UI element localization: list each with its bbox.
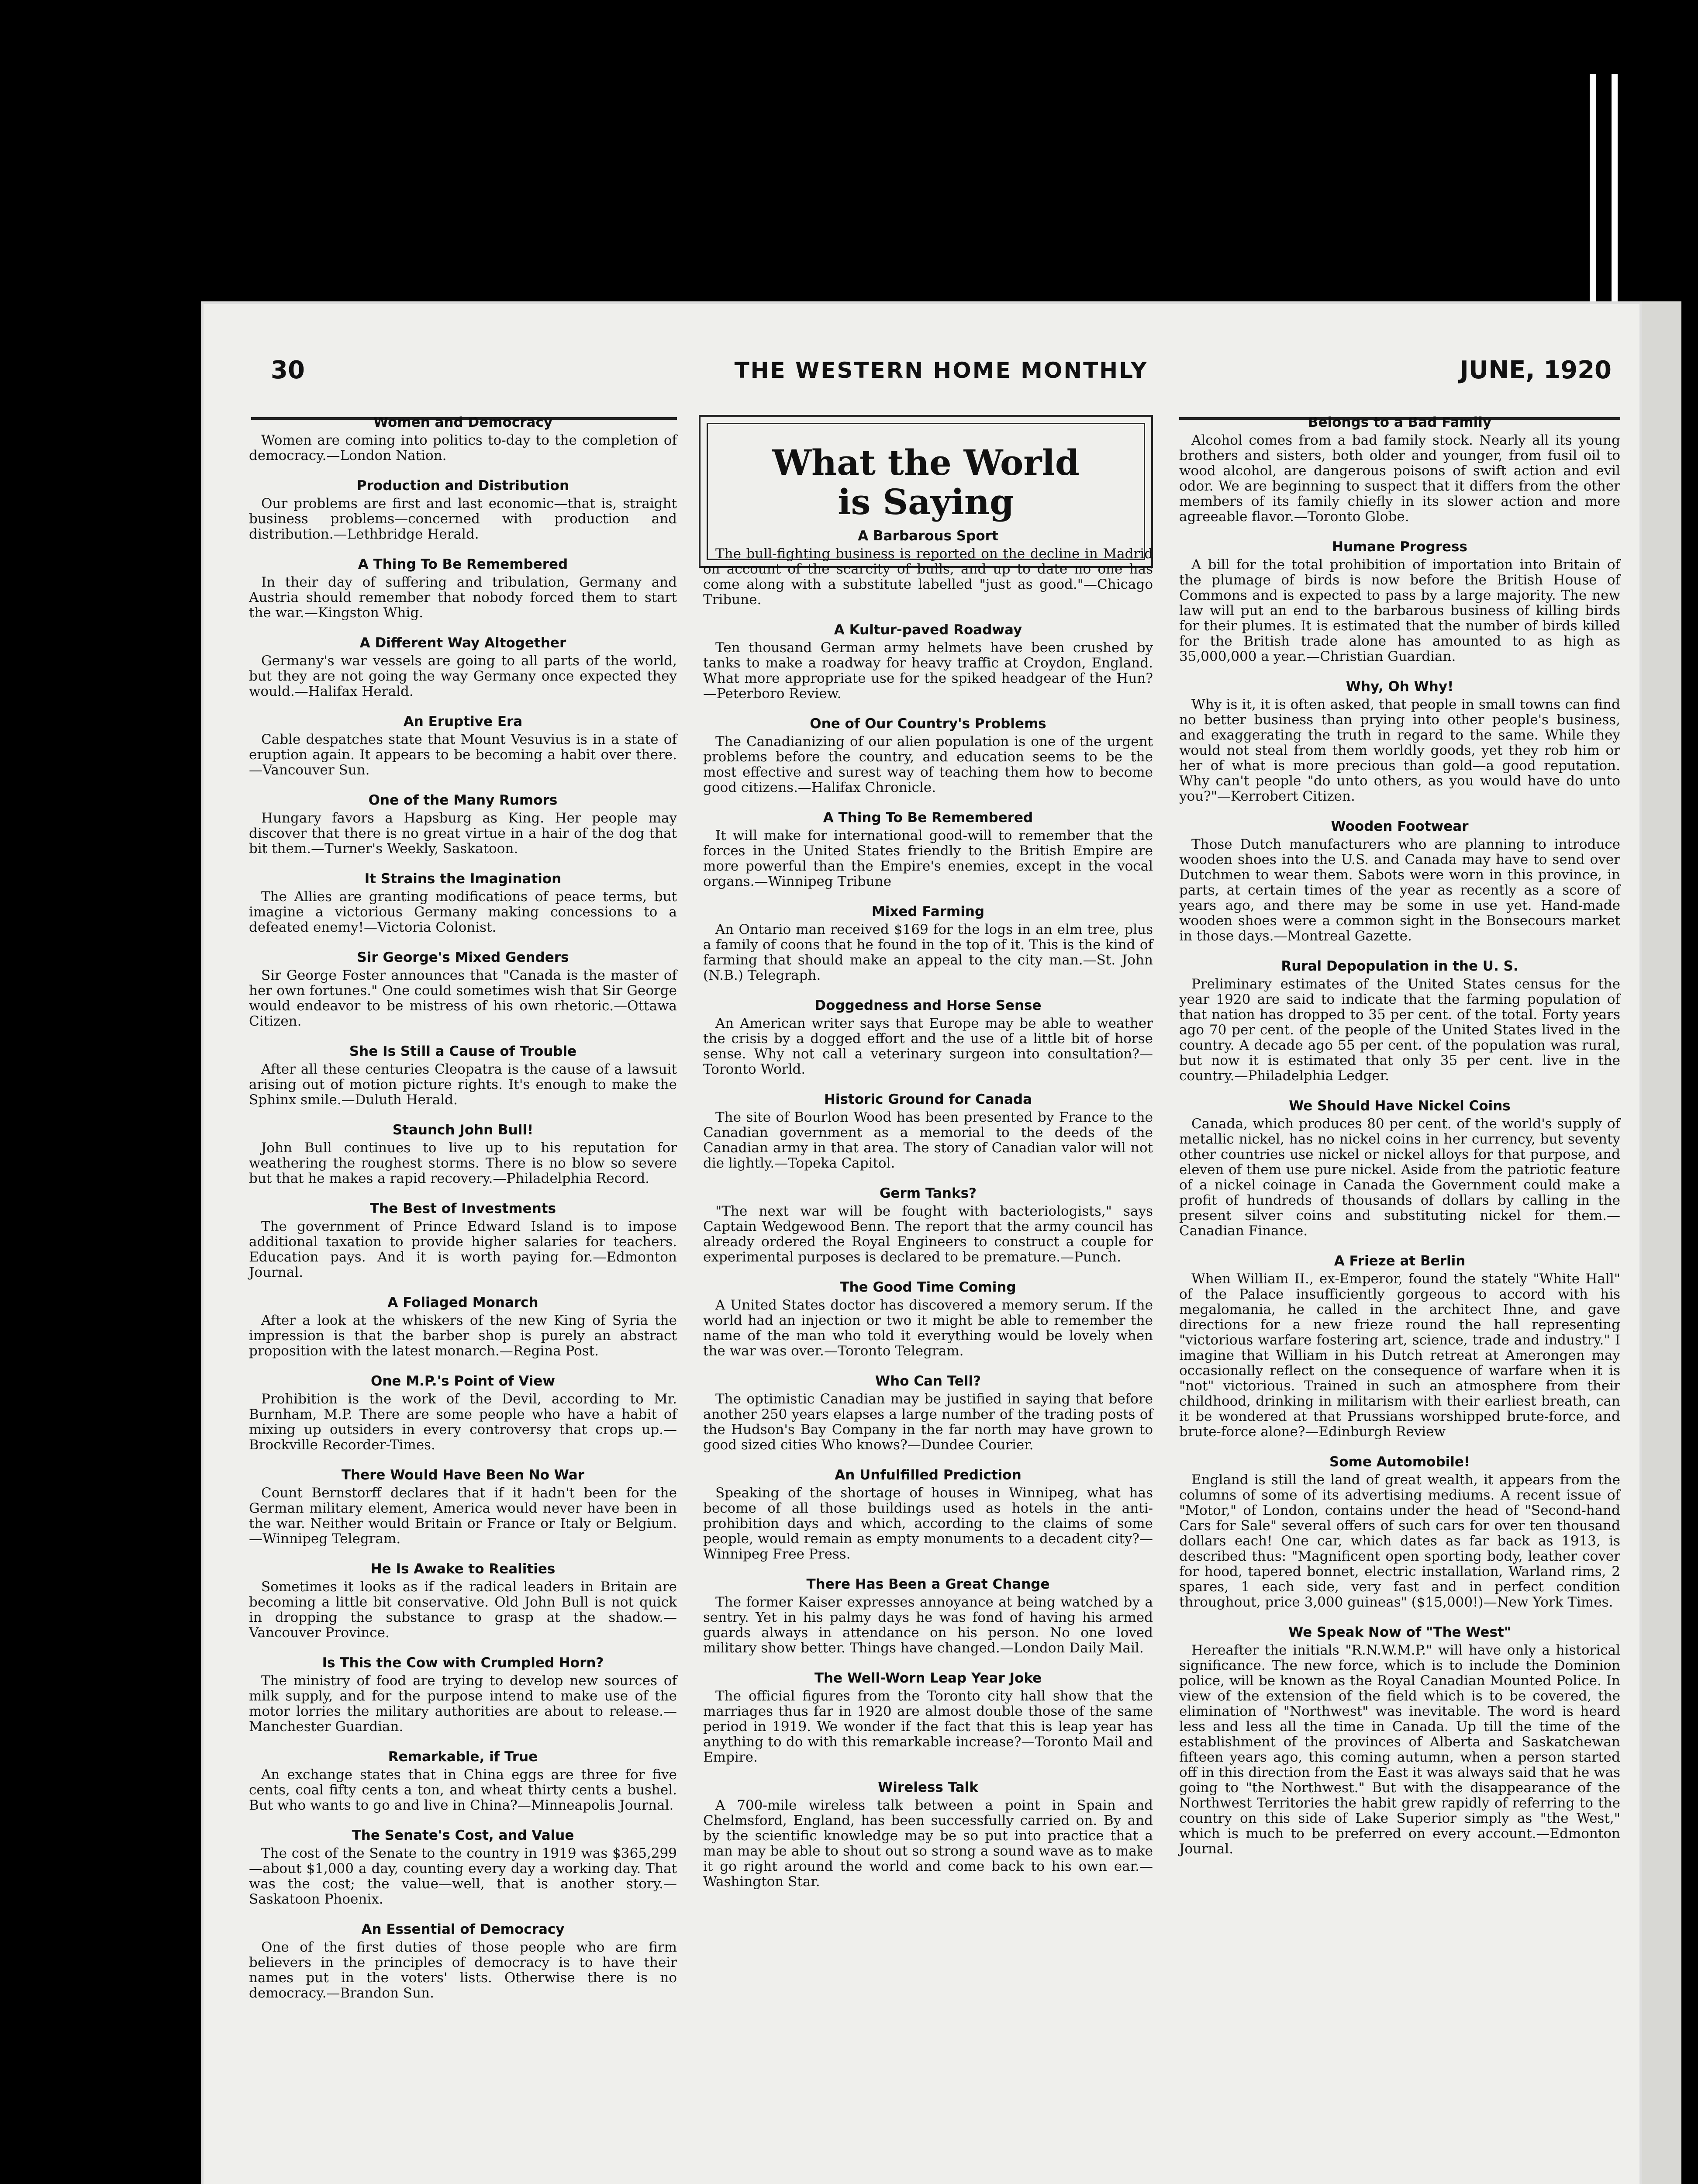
- article-item: [703, 716, 1153, 795]
- article-heading: It Strains the Imagination: [364, 871, 562, 887]
- article-heading: An Eruptive Era: [403, 714, 523, 729]
- article-item: [703, 1577, 1153, 1656]
- article-heading: The Senate's Cost, and Value: [352, 1828, 574, 1843]
- article-item: [703, 1092, 1153, 1171]
- article-heading: A Kultur-paved Roadway: [834, 622, 1022, 638]
- article-heading: A Thing To Be Remembered: [358, 556, 568, 572]
- article-text: The Canadianizing of our alien population is one of the urgent problems before the country, and education seems to be the most effective and surest way of teaching them how to become good citizens.—Halifax Chronicle.: [703, 734, 1153, 795]
- article-item: [703, 1780, 1153, 1890]
- article-heading: The Good Time Coming: [840, 1279, 1016, 1295]
- masthead: THE WESTERN HOME MONTHLY: [734, 358, 1148, 383]
- article-text: Sometimes it looks as if the radical leaders in Britain are becoming a little bit conservative. Old John Bull is not quick in dropping the substance to grasp at the shadow.—Vancouver Province.: [249, 1579, 677, 1641]
- article-text: A 700-mile wireless talk between a point in Spain and Chelmsford, England, has been successfully carried on. By and by the scientific knowledge may be so put into practice that a man may be able to shout out so strong a sound wave as to make it go right around the world and come back to his own ear.—Washington Star.: [703, 1797, 1153, 1890]
- article-text: The Allies are granting modifications of peace terms, but imagine a victorious Germany making concessions to a defeated enemy!—Victoria Colonist.: [249, 889, 677, 935]
- article-text: Ten thousand German army helmets have been crushed by tanks to make a roadway for heavy traffic at Croydon, England. What more appropriate use for the spiked headgear of the Hun?—Peterboro Review.: [703, 640, 1153, 702]
- article-text: John Bull continues to live up to his reputation for weathering the roughest storms. There is no blow so severe but that he makes a rapid recovery.—Philadelphia Record.: [249, 1140, 677, 1186]
- article-item: [1179, 1254, 1620, 1440]
- article-item: [249, 1201, 677, 1280]
- article-heading: Women and Democracy: [373, 415, 553, 430]
- article-item: [249, 1922, 677, 2001]
- title-line: What the World: [772, 442, 1080, 483]
- page-header: [271, 356, 1612, 391]
- article-heading: Is This the Cow with Crumpled Horn?: [322, 1655, 604, 1671]
- column-left: [249, 415, 677, 2016]
- article-text: The former Kaiser expresses annoyance at being watched by a sentry. Yet in his palmy days he was fond of having his armed guards always in attendance on his person. No one loved military show better. Things have changed.—London Daily Mail.: [703, 1594, 1153, 1656]
- article-heading: Rural Depopulation in the U. S.: [1281, 958, 1519, 974]
- article-item: [1179, 1625, 1620, 1857]
- issue-date: JUNE, 1920: [1459, 356, 1612, 384]
- article-item: [1179, 1455, 1620, 1610]
- article-text: England is still the land of great wealth, it appears from the columns of some of its advertising mediums. A recent issue of "Motor," of London, contains under the head of "Second-hand Cars for Sale" several offers of such cars for over ten thousand dollars each! One car, which dates as far back as 1913, is described thus: "Magnificent open sporting body, leather cover for hood, tapered bonnet, electric installation, Warland rims, 2 spares, 1 each side, very fast and in perfect condition throughout, price 3,000 guineas" ($15,000!)—New York Times.: [1179, 1472, 1620, 1610]
- article-item: [249, 1044, 677, 1108]
- article-heading: Wireless Talk: [878, 1780, 978, 1795]
- article-text: Those Dutch manufacturers who are planning to introduce wooden shoes into the U.S. and Canada may have to send over Dutchmen to wear them. Sabots were worn in this province, in parts, at certain times of the year as recently as a score of years ago, and there may be some in use yet. Hand-made wooden shoes were a common sight in the Bonsecours market in those days.—Montreal Gazette.: [1179, 836, 1620, 944]
- article-text: Germany's war vessels are going to all parts of the world, but they are not going the way Germany once expected they would.—Halifax Herald.: [249, 653, 677, 699]
- article-text: Our problems are first and last economic—that is, straight business problems—concerned with production and distribution.—Lethbridge Herald.: [249, 496, 677, 542]
- article-text: Preliminary estimates of the United States census for the year 1920 are said to indicate that the farming population of that nation has dropped to 35 per cent. of the total. Forty years ago 70 per cent. of the people of the United States lived in the country. A decade ago 55 per cent. of the population was rural, but now it is estimated that only 35 per cent. live in the country.—Philadelphia Ledger.: [1179, 976, 1620, 1084]
- article-text: It will make for international good-will to remember that the forces in the United States friendly to the British Empire are more powerful than the Empire's enemies, except in the vocal organs.—Winnipeg Tribune: [703, 828, 1153, 889]
- article-heading: Why, Oh Why!: [1346, 679, 1454, 695]
- article-item: [1179, 679, 1620, 804]
- column-right: [1179, 415, 1620, 1872]
- article-item: [249, 1562, 677, 1641]
- article-item: [249, 793, 677, 857]
- article-item: [1179, 819, 1620, 944]
- article-heading: A Barbarous Sport: [858, 528, 998, 544]
- article-item: [249, 1123, 677, 1186]
- article-heading: He Is Awake to Realities: [370, 1561, 556, 1577]
- article-heading: The Best of Investments: [369, 1201, 556, 1216]
- article-heading: Germ Tanks?: [879, 1185, 977, 1201]
- title-line: is Saying: [838, 481, 1014, 522]
- article-heading: We Should Have Nickel Coins: [1289, 1098, 1511, 1114]
- article-item: [249, 478, 677, 542]
- article-item: [249, 1749, 677, 1813]
- article-text: The bull-fighting business is reported on the decline in Madrid on account of the scarcity of bulls, and up to date no one has come along with a substitute labelled "just as good."—Chicago Tribune.: [703, 546, 1153, 608]
- article-text: Why is it, it is often asked, that people in small towns can find no better business than prying into other people's business, and exaggerating the truth in regard to the same. While they would not steal from them worldly goods, yet they rob him or her of what is more precious than gold—a good reputation. Why can't people "do unto others, as you would have do unto you?"—Kerrobert Citizen.: [1179, 697, 1620, 804]
- article-item: [249, 636, 677, 699]
- article-heading: Staunch John Bull!: [392, 1122, 534, 1138]
- article-item: [703, 1280, 1153, 1359]
- article-item: [249, 950, 677, 1029]
- article-heading: A Foliaged Monarch: [387, 1295, 538, 1310]
- article-text: An Ontario man received $169 for the logs in an elm tree, plus a family of coons that he found in the top of it. This is the kind of farming that should make an appeal to the city man.—St. John (N.B.) Telegraph.: [703, 922, 1153, 983]
- article-heading: One of Our Country's Problems: [810, 716, 1046, 732]
- article-item: [703, 1671, 1153, 1765]
- article-item: [1179, 539, 1620, 664]
- article-text: Hungary favors a Hapsburg as King. Her people may discover that there is no great virtue in a hair of the dog that bit them.—Turner's Weekly, Saskatoon.: [249, 810, 677, 857]
- article-item: [1179, 1099, 1620, 1239]
- article-item: [249, 415, 677, 463]
- article-text: "The next war will be fought with bacteriologists," says Captain Wedgewood Benn. The report that the army council has already ordered the Royal Engineers to construct a couple for experimental purposes is declared to be premature.—Punch.: [703, 1203, 1153, 1265]
- article-text: Speaking of the shortage of houses in Winnipeg, what has become of all those buildings used as hotels in the anti-prohibition days and which, according to the claims of some people, would remain as empty monuments to a decadent city?—Winnipeg Free Press.: [703, 1485, 1153, 1562]
- article-text: Women are coming into politics to-day to the completion of democracy.—London Nation.: [249, 432, 677, 463]
- article-item: [703, 622, 1153, 702]
- article-text: When William II., ex-Emperor, found the stately "White Hall" of the Palace insufficiently gorgeous to accord with his megalomania, he called in the architect Ihne, and gave directions for a new frieze round the hall representing "victorious warfare fostering art, science, trade and industry." I imagine that William in his Dutch retreat at Amerongen may occasionally reflect on the consequence of warfare when it is "not" victorious. Trained in such an atmosphere from their childhood, drinking in militarism with their earliest breath, can it be wondered at that Prussians worshipped brute-force, and brute-force alone?—Edinburgh Review: [1179, 1271, 1620, 1440]
- article-item: [703, 904, 1153, 983]
- article-text: The official figures from the Toronto city hall show that the marriages thus far in 1920 are almost double those of the same period in 1919. We wonder if the fact that this is leap year has anything to do with this remarkable increase?—Toronto Mail and Empire.: [703, 1688, 1153, 1765]
- page-number: 30: [271, 356, 305, 384]
- article-text: After all these centuries Cleopatra is the cause of a lawsuit arising out of motion picture rights. It's enough to make the Sphinx smile.—Duluth Herald.: [249, 1061, 677, 1108]
- article-item: [703, 529, 1153, 608]
- article-heading: Remarkable, if True: [388, 1749, 538, 1765]
- article-item: [249, 557, 677, 621]
- article-item: [1179, 415, 1620, 525]
- article-heading: Doggedness and Horse Sense: [814, 998, 1042, 1013]
- article-item: [703, 1374, 1153, 1453]
- article-text: Prohibition is the work of the Devil, according to Mr. Burnham, M.P. There are some people who have a habit of mixing up outsiders in every controversy that crops up.—Brockville Recorder-Times.: [249, 1391, 677, 1453]
- article-text: The government of Prince Edward Island is to impose additional taxation to provide higher salaries for teachers. Education pays. And it is worth paying for.—Edmonton Journal.: [249, 1219, 677, 1280]
- article-heading: An Unfulfilled Prediction: [835, 1467, 1022, 1483]
- article-text: After a look at the whiskers of the new King of Syria the impression is that the barber shop is purely an abstract proposition with the latest monarch.—Regina Post.: [249, 1313, 677, 1359]
- article-heading: A Different Way Altogether: [359, 635, 566, 651]
- article-heading: An Essential of Democracy: [361, 1921, 565, 1937]
- page-title: [701, 443, 1151, 522]
- article-text: The ministry of food are trying to develop new sources of milk supply, and for the purpose intend to make use of the motor lorries the military authorities are about to release.—Manchester Guardian.: [249, 1673, 677, 1735]
- article-heading: Wooden Footwear: [1331, 819, 1469, 834]
- article-text: Hereafter the initials "R.N.W.M.P." will have only a historical significance. The new force, which is to include the Dominion police, will be known as the Royal Canadian Mounted Police. In view of the extension of the field which is to be covered, the elimination of "Northwest" was inevitable. The word is heard less and less all the time in Canada. Up till the time of the establishment of the provinces of Alberta and Saskatchewan fifteen years ago, this coming autumn, when a person started off in this direction from the East it was always said that he was going to "the Northwest." But with the disappearance of the Northwest Territories the habit grew rapidly of referring to the country on this side of Lake Superior simply as "the West," which is much to be preferred on every account.—Edmonton Journal.: [1179, 1642, 1620, 1857]
- article-item: [249, 1828, 677, 1907]
- article-text: In their day of suffering and tribulation, Germany and Austria should remember that nobody forced them to start the war.—Kingston Whig.: [249, 574, 677, 621]
- article-heading: Production and Distribution: [356, 478, 569, 494]
- article-heading: The Well-Worn Leap Year Joke: [814, 1670, 1042, 1686]
- article-item: [703, 1186, 1153, 1265]
- article-heading: Sir George's Mixed Genders: [357, 950, 569, 965]
- article-text: Sir George Foster announces that "Canada is the master of her own fortunes." One could sometimes wish that Sir George would endeavor to be mistress of his own rhetoric.—Ottawa Citizen.: [249, 968, 677, 1029]
- article-heading: One of the Many Rumors: [368, 792, 558, 808]
- article-heading: One M.P.'s Point of View: [370, 1373, 556, 1389]
- article-heading: She Is Still a Cause of Trouble: [349, 1044, 577, 1059]
- article-text: The optimistic Canadian may be justified in saying that before another 250 years elapses a large number of the trading posts of the Hudson's Bay Company in the far north may have grown to good sized cities Who knows?—Dundee Courier.: [703, 1391, 1153, 1453]
- article-item: [1179, 959, 1620, 1084]
- article-text: Cable despatches state that Mount Vesuvius is in a state of eruption again. It appears to be becoming a habit over there.—Vancouver Sun.: [249, 732, 677, 778]
- article-heading: Who Can Tell?: [875, 1373, 981, 1389]
- article-item: [703, 998, 1153, 1077]
- article-text: The site of Bourlon Wood has been presented by France to the Canadian government as a memorial to the deeds of the Canadian army in that area. The story of Canadian valor will not die lightly.—Topeka Capitol.: [703, 1109, 1153, 1171]
- article-heading: Belongs to a Bad Family: [1308, 415, 1492, 430]
- article-text: Alcohol comes from a bad family stock. Nearly all its young brothers and sisters, both older and younger, from fusil oil to wood alcohol, are dangerous poisons of swift action and evil odor. We are beginning to suspect that it differs from the other members of its family chiefly in its slower action and more agreeable flavor.—Toronto Globe.: [1179, 432, 1620, 525]
- article-text: A United States doctor has discovered a memory serum. If the world had an injection or two it might be able to remember the name of the man who told it everything would be lovely when the war was over.—Toronto Telegram.: [703, 1297, 1153, 1359]
- article-item: [249, 1655, 677, 1735]
- magazine-page: [201, 301, 1642, 2184]
- article-text: A bill for the total prohibition of importation into Britain of the plumage of birds is now before the British House of Commons and is expected to pass by a large majority. The new law will put an end to the barbarous business of killing birds for their plumes. It is estimated that the number of birds killed for the British trade alone has amounted to as high as 35,000,000 a year.—Christian Guardian.: [1179, 557, 1620, 664]
- article-text: Count Bernstorff declares that if it hadn't been for the German military element, America would never have been in the war. Neither would Britain or France or Italy or Belgium.—Winnipeg Telegram.: [249, 1485, 677, 1547]
- article-heading: Some Automobile!: [1329, 1454, 1470, 1470]
- article-heading: Humane Progress: [1332, 539, 1467, 555]
- article-text: The cost of the Senate to the country in 1919 was $365,299—about $1,000 a day, counting every day a working day. That was the cost; the value—well, that is another story.—Saskatoon Phoenix.: [249, 1845, 677, 1907]
- article-item: [249, 1374, 677, 1453]
- article-text: One of the first duties of those people who are firm believers in the principles of democracy is to have their names put in the voters' lists. Otherwise there is no democracy.—Brandon Sun.: [249, 1939, 677, 2001]
- column-center: [703, 529, 1153, 1904]
- article-item: [703, 1468, 1153, 1562]
- article-text: An exchange states that in China eggs are three for five cents, coal fifty cents a ton, and wheat thirty cents a bushel. But who wants to go and live in China?—Minneapolis Journal.: [249, 1767, 677, 1813]
- article-item: [249, 714, 677, 778]
- article-heading: A Frieze at Berlin: [1334, 1253, 1466, 1269]
- article-item: [249, 871, 677, 935]
- article-heading: Historic Ground for Canada: [824, 1092, 1032, 1107]
- article-heading: Mixed Farming: [871, 904, 985, 919]
- article-heading: There Would Have Been No War: [341, 1467, 585, 1483]
- article-text: An American writer says that Europe may be able to weather the crisis by a dogged effort and the use of a little bit of horse sense. Why not call a veterinary surgeon into consultation?—Toronto World.: [703, 1016, 1153, 1077]
- article-heading: We Speak Now of "The West": [1288, 1624, 1511, 1640]
- article-heading: There Has Been a Great Change: [806, 1576, 1050, 1592]
- article-text: Canada, which produces 80 per cent. of the world's supply of metallic nickel, has no nickel coins in her currency, but seventy other countries use nickel or nickel alloys for that purpose, and eleven of them use pure nickel. Aside from the patriotic feature of a nickel coinage in Canada the Government could make a profit of hundreds of thousands of dollars by calling in the present silver coins and substituting nickel for them.—Canadian Finance.: [1179, 1116, 1620, 1239]
- article-item: [703, 810, 1153, 889]
- article-item: [249, 1295, 677, 1359]
- article-item: [249, 1468, 677, 1547]
- article-heading: A Thing To Be Remembered: [823, 810, 1033, 826]
